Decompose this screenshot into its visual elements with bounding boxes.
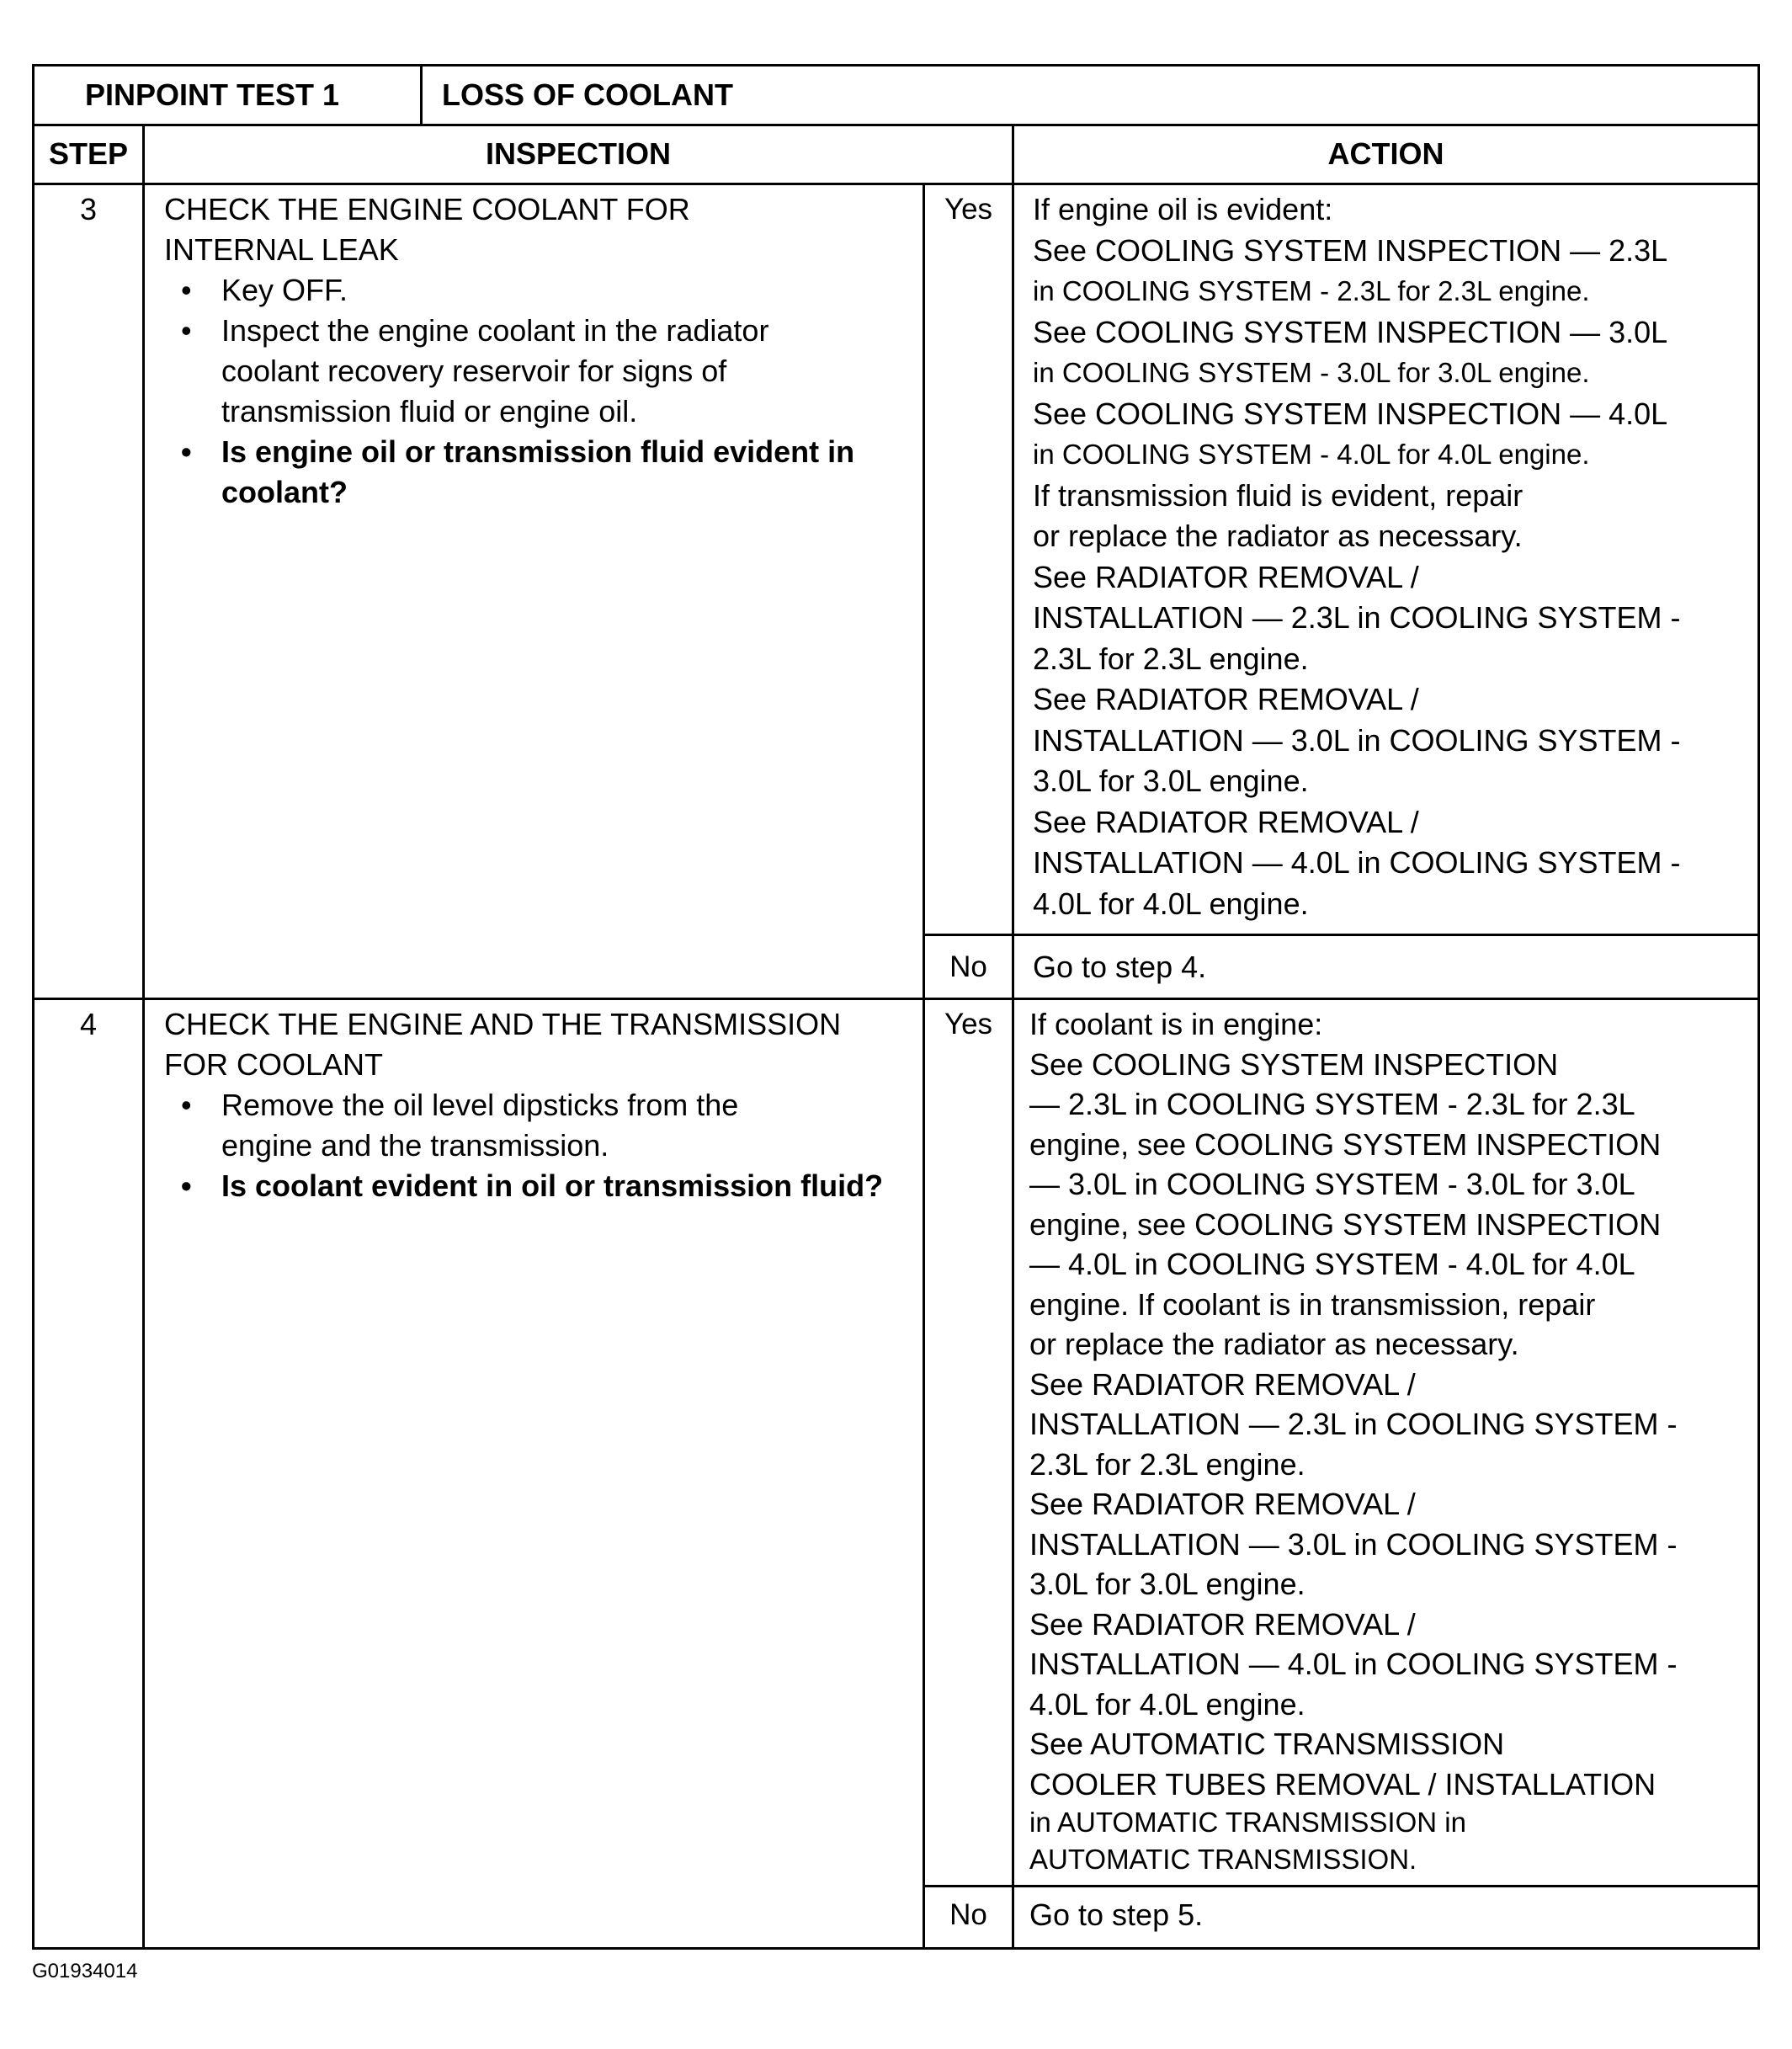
action-line: If coolant is in engine: bbox=[1029, 1007, 1323, 1041]
action-line: INSTALLATION — 4.0L in COOLING SYSTEM - bbox=[1029, 1647, 1678, 1681]
yes-label: Yes bbox=[944, 193, 993, 226]
inspection-title-line: CHECK THE ENGINE COOLANT FOR bbox=[164, 192, 690, 226]
action-yes-cell bbox=[1033, 189, 1681, 924]
action-line: See AUTOMATIC TRANSMISSION bbox=[1029, 1727, 1505, 1761]
action-line: INSTALLATION — 3.0L in COOLING SYSTEM - bbox=[1033, 722, 1681, 758]
action-line: 3.0L for 3.0L engine. bbox=[1029, 1567, 1305, 1601]
rule-step-column bbox=[142, 124, 145, 1947]
action-line: See RADIATOR REMOVAL / bbox=[1033, 682, 1419, 716]
action-line: See RADIATOR REMOVAL / bbox=[1029, 1487, 1416, 1521]
inspection-title-line: CHECK THE ENGINE AND THE TRANSMISSION bbox=[164, 1007, 842, 1041]
action-line: 4.0L for 4.0L engine. bbox=[1033, 886, 1309, 921]
inspection-bullet: • Remove the oil level dipsticks from the engine and the transmission. bbox=[164, 1085, 913, 1166]
action-line: in COOLING SYSTEM - 3.0L for 3.0L engine. bbox=[1033, 357, 1590, 388]
rule-title-divider bbox=[420, 67, 423, 124]
action-line: If transmission fluid is evident, repair bbox=[1033, 477, 1523, 513]
action-line: COOLER TUBES REMOVAL / INSTALLATION bbox=[1029, 1766, 1656, 1802]
column-header-step: STEP bbox=[48, 136, 129, 171]
figure-id: G01934014 bbox=[32, 1960, 138, 1982]
inspection-bullet: • Key OFF. bbox=[164, 270, 913, 311]
action-line: INSTALLATION — 3.0L in COOLING SYSTEM - bbox=[1029, 1526, 1678, 1562]
action-line: See COOLING SYSTEM INSPECTION — 4.0L bbox=[1033, 396, 1668, 431]
no-label: No bbox=[949, 1898, 987, 1931]
test-number: PINPOINT TEST 1 bbox=[85, 77, 340, 112]
action-line: in COOLING SYSTEM - 4.0L for 4.0L engine. bbox=[1033, 439, 1590, 470]
action-line: 3.0L for 3.0L engine. bbox=[1033, 764, 1309, 798]
action-line: INSTALLATION — 2.3L in COOLING SYSTEM - bbox=[1029, 1407, 1678, 1441]
inspection-title-line: FOR COOLANT bbox=[164, 1047, 384, 1082]
action-line: engine, see COOLING SYSTEM INSPECTION bbox=[1029, 1126, 1662, 1162]
action-line: 2.3L for 2.3L engine. bbox=[1033, 641, 1309, 676]
pinpoint-test-table bbox=[32, 64, 1760, 1950]
action-line: See RADIATOR REMOVAL / bbox=[1029, 1606, 1416, 1642]
no-label: No bbox=[949, 950, 987, 983]
test-title: LOSS OF COOLANT bbox=[442, 77, 733, 112]
action-line: If engine oil is evident: bbox=[1033, 192, 1333, 226]
action-line: See COOLING SYSTEM INSPECTION — 2.3L bbox=[1033, 232, 1668, 268]
yes-label: Yes bbox=[944, 1008, 993, 1040]
inspection-title-line: INTERNAL LEAK bbox=[164, 232, 399, 267]
action-line: See RADIATOR REMOVAL / bbox=[1029, 1366, 1416, 1402]
inspection-cell bbox=[164, 189, 913, 513]
inspection-bullet: • Inspect the engine coolant in the radiator coolant recovery reservoir for signs of transmission fluid or engine oil. bbox=[164, 311, 913, 432]
rule-yes-no-column bbox=[923, 183, 925, 1947]
action-line: or replace the radiator as necessary. bbox=[1029, 1327, 1519, 1361]
action-line: in COOLING SYSTEM - 2.3L for 2.3L engine. bbox=[1033, 275, 1590, 306]
action-line: — 4.0L in COOLING SYSTEM - 4.0L for 4.0L bbox=[1029, 1247, 1635, 1281]
inspection-cell bbox=[164, 1004, 913, 1206]
action-line: in AUTOMATIC TRANSMISSION in bbox=[1029, 1807, 1466, 1838]
rule-between-steps bbox=[35, 998, 1757, 1000]
action-line: AUTOMATIC TRANSMISSION. bbox=[1029, 1844, 1417, 1875]
action-line: or replace the radiator as necessary. bbox=[1033, 519, 1523, 553]
action-line: — 2.3L in COOLING SYSTEM - 2.3L for 2.3L bbox=[1029, 1087, 1635, 1121]
action-line: 4.0L for 4.0L engine. bbox=[1029, 1686, 1305, 1722]
rule-action-column bbox=[1012, 124, 1014, 1947]
action-line: INSTALLATION — 4.0L in COOLING SYSTEM - bbox=[1033, 845, 1681, 880]
inspection-bullet-list bbox=[164, 270, 913, 513]
step-number: 3 bbox=[79, 192, 98, 226]
rule-below-column-headers bbox=[35, 183, 1757, 185]
action-line: engine. If coolant is in transmission, repair bbox=[1029, 1286, 1596, 1322]
column-header-inspection: INSPECTION bbox=[485, 136, 672, 171]
inspection-bullet-list bbox=[164, 1085, 913, 1206]
action-line: See COOLING SYSTEM INSPECTION — 3.0L bbox=[1033, 314, 1668, 349]
step-number: 4 bbox=[79, 1007, 98, 1041]
action-line: INSTALLATION — 2.3L in COOLING SYSTEM - bbox=[1033, 600, 1681, 635]
action-line: — 3.0L in COOLING SYSTEM - 3.0L for 3.0L bbox=[1029, 1167, 1635, 1201]
column-header-action: ACTION bbox=[1327, 136, 1444, 171]
action-line: See RADIATOR REMOVAL / bbox=[1033, 559, 1419, 594]
action-no-text: Go to step 4. bbox=[1033, 950, 1207, 984]
action-no-text: Go to step 5. bbox=[1029, 1897, 1204, 1932]
action-line: See COOLING SYSTEM INSPECTION bbox=[1029, 1046, 1559, 1082]
rule-step4-no bbox=[923, 1885, 1757, 1887]
inspection-question: • Is engine oil or transmission fluid evident in coolant? bbox=[164, 432, 913, 513]
action-line: engine, see COOLING SYSTEM INSPECTION bbox=[1029, 1206, 1662, 1242]
action-line: See RADIATOR REMOVAL / bbox=[1033, 804, 1419, 839]
rule-step3-no bbox=[923, 934, 1757, 936]
action-line: 2.3L for 2.3L engine. bbox=[1029, 1446, 1305, 1482]
inspection-question: • Is coolant evident in oil or transmission fluid? bbox=[164, 1166, 913, 1206]
action-yes-cell bbox=[1029, 1004, 1678, 1878]
